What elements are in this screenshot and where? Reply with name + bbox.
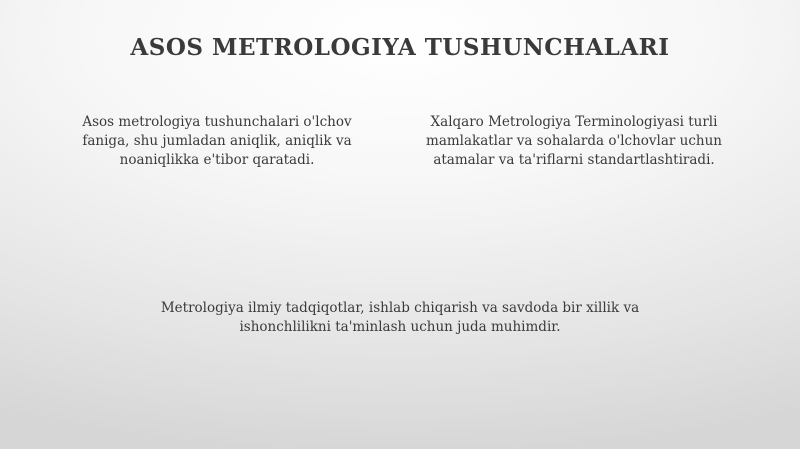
slide-title: ASOS METROLOGIYA TUSHUNCHALARI — [130, 34, 670, 61]
bottom-text-block: Metrologiya ilmiy tadqiqotlar, ishlab chiqarish va savdoda bir xillik va ishonchlilikni ta'minlash uchun juda muhimdir. — [160, 300, 640, 335]
left-text-block: Asos metrologiya tushunchalari o'lchov faniga, shu jumladan aniqlik, aniqlik va noaniqlikka e'tibor qaratadi. — [82, 114, 352, 168]
right-text-block: Xalqaro Metrologiya Terminologiyasi turli mamlakatlar va sohalarda o'lchovlar uchun atamalar va ta'riflarni standartlashtiradi. — [426, 114, 722, 168]
